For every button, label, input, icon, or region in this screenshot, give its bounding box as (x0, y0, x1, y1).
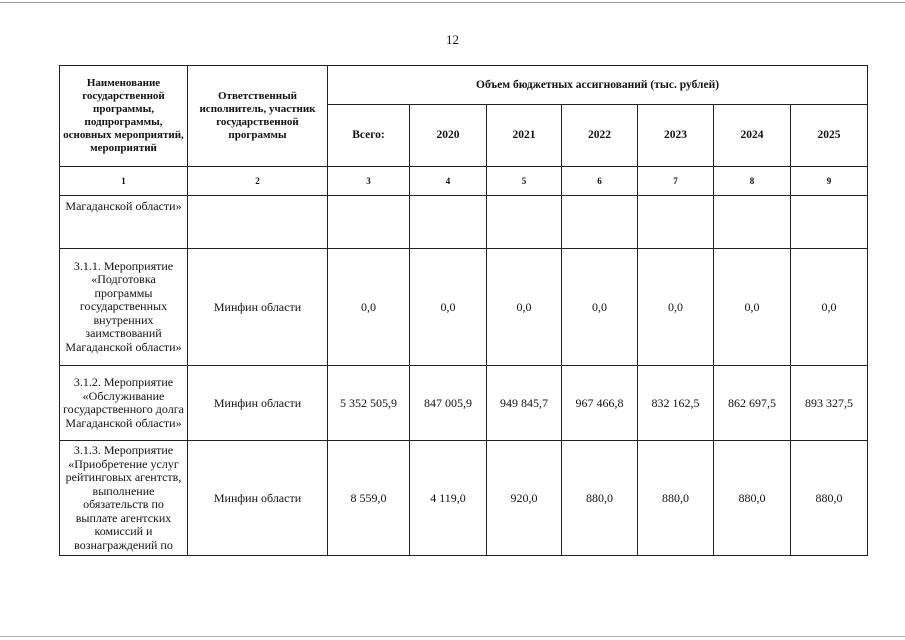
row-name: Магаданской области» (60, 196, 188, 249)
header-budget-group: Объем бюджетных ассигнований (тыс. рублей) (328, 66, 868, 105)
page-number: 12 (446, 32, 459, 47)
column-number-row (60, 167, 868, 196)
header-year-2025: 2025 (791, 105, 868, 167)
row-value-2021: 0,0 (487, 249, 562, 366)
header-year-2023: 2023 (638, 105, 714, 167)
row-value-2023 (638, 196, 714, 249)
bottom-border-line (0, 636, 905, 637)
table-row (60, 196, 868, 249)
header-executor: Ответственный исполнитель, участник государственной программы (188, 66, 328, 167)
row-value-2025: 0,0 (791, 249, 868, 366)
row-value-2023: 832 162,5 (638, 366, 714, 441)
column-number: 5 (487, 167, 562, 196)
header-program-name: Наименование государственной программы, подпрограммы, основных мероприятий, мероприятий (60, 66, 188, 167)
row-value-total: 0,0 (328, 249, 410, 366)
row-value-2024 (714, 196, 791, 249)
row-value-2024: 880,0 (714, 441, 791, 556)
row-value-2020: 0,0 (410, 249, 487, 366)
column-number: 2 (188, 167, 328, 196)
column-number: 8 (714, 167, 791, 196)
row-name: 3.1.3. Мероприятие «Приобретение услуг рейтинговых агентств, выполнение обязательств по выплате агентских комиссий и вознаграждений по (60, 441, 188, 556)
table-row (60, 249, 868, 366)
row-executor: Минфин области (188, 366, 328, 441)
row-value-2022: 880,0 (562, 441, 638, 556)
header-total: Всего: (328, 105, 410, 167)
row-value-total: 5 352 505,9 (328, 366, 410, 441)
budget-table (59, 65, 868, 556)
top-border-line (0, 2, 905, 3)
row-value-2022: 967 466,8 (562, 366, 638, 441)
row-value-2021: 949 845,7 (487, 366, 562, 441)
row-value-2025 (791, 196, 868, 249)
row-executor (188, 196, 328, 249)
header-year-2021: 2021 (487, 105, 562, 167)
column-number: 4 (410, 167, 487, 196)
row-value-2025: 893 327,5 (791, 366, 868, 441)
row-value-2024: 0,0 (714, 249, 791, 366)
row-executor: Минфин области (188, 249, 328, 366)
row-value-2021 (487, 196, 562, 249)
row-value-2020: 4 119,0 (410, 441, 487, 556)
column-number: 7 (638, 167, 714, 196)
row-value-2025: 880,0 (791, 441, 868, 556)
header-year-2020: 2020 (410, 105, 487, 167)
column-number: 6 (562, 167, 638, 196)
table-row (60, 366, 868, 441)
row-value-total: 8 559,0 (328, 441, 410, 556)
column-number: 3 (328, 167, 410, 196)
row-value-2020 (410, 196, 487, 249)
header-year-2022: 2022 (562, 105, 638, 167)
column-number: 9 (791, 167, 868, 196)
row-value-2023: 880,0 (638, 441, 714, 556)
row-value-2024: 862 697,5 (714, 366, 791, 441)
table-row (60, 441, 868, 556)
row-value-2021: 920,0 (487, 441, 562, 556)
row-name: 3.1.2. Мероприятие «Обслуживание государственного долга Магаданской области» (60, 366, 188, 441)
header-row-1 (60, 66, 868, 105)
column-number: 1 (60, 167, 188, 196)
row-executor: Минфин области (188, 441, 328, 556)
row-name: 3.1.1. Мероприятие «Подготовка программы государственных внутренних заимствований Магаданской области» (60, 249, 188, 366)
row-value-2022 (562, 196, 638, 249)
row-value-2022: 0,0 (562, 249, 638, 366)
header-year-2024: 2024 (714, 105, 791, 167)
row-value-2020: 847 005,9 (410, 366, 487, 441)
row-value-total (328, 196, 410, 249)
row-value-2023: 0,0 (638, 249, 714, 366)
